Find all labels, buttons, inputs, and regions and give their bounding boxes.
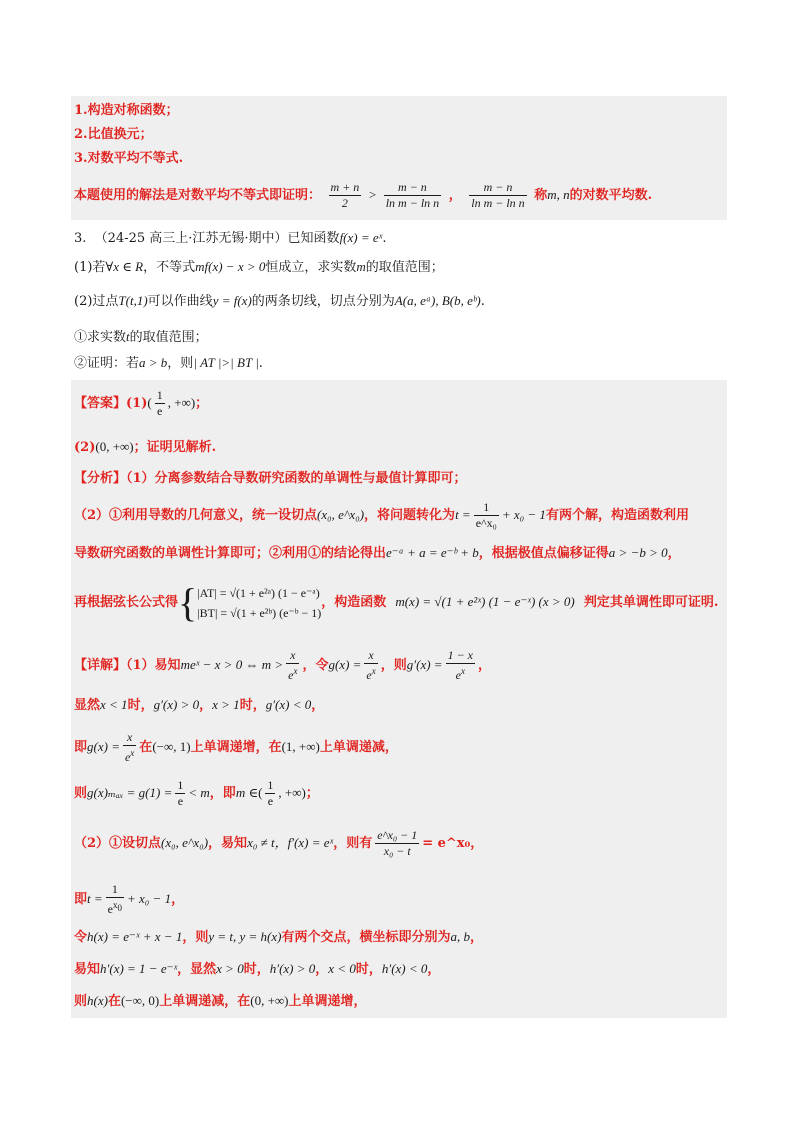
analysis-line-1: 【分析】（1）分离参数结合导数研究函数的单调性与最值计算即可； (74, 471, 467, 486)
analysis-line-2: （2）①利用导数的几何意义，统一设切点(x₀, e^x₀)，将问题转化为t = $\frac{1}{\text{e\textasciicircum{}x₀}}$ + x₀ − 1有两个解，构造函数利用 (74, 500, 689, 530)
method-item-3: 3.对数平均不等式. (74, 151, 184, 166)
problem-part-2: (2)过点T(t,1)可以作曲线y = f(x)的两条切线，切点分别为A(a, eᵃ), B(b, eᵇ). (74, 293, 485, 309)
answer-line-1: 【答案】(1)( $\frac{1}{e}$ , +∞)； (74, 388, 209, 418)
method-item-2: 2.比值换元； (74, 127, 153, 142)
detail-line-5: （2）①设切点(x₀, e^x₀)，易知x₀ ≠ t，f′(x) = eˣ，则有 $\frac{\text{e\textasciicircum{}x₀ − 1}}{\text{x₀ − t}}$ = e^x₀， (74, 828, 484, 858)
detail-line-6: 即t = $\frac{1}{e^{x0}}$ + x₀ − 1， (74, 882, 185, 916)
analysis-line-4: 再根据弦长公式得{ |AT| = √(1 + e²ᵃ) (1 − e⁻ᵃ) |BT| = √(1 + e²ᵇ) (e⁻ᵇ − 1) ，构造函数 m(x) = √(1 + e²ˣ) (1 − e⁻ˣ) (x > 0) 判定其单调性即可证明. (74, 579, 719, 625)
answer-line-2: (2)(0, +∞)；证明见解析. (74, 439, 217, 455)
method-item-1: 1.构造对称函数； (74, 103, 179, 118)
detail-line-7: 令h(x) = e⁻ˣ + x − 1，则y = t, y = h(x)有两个交点，横坐标即分别为a, b， (74, 929, 484, 945)
detail-line-9: 则h(x)在(−∞, 0)上单调递减，在(0, +∞)上单调递增， (74, 993, 367, 1009)
problem-part-1: (1)若∀x ∈ R，不等式mf(x) − x > 0恒成立，求实数m的取值范围； (74, 259, 444, 275)
detail-line-3: 即g(x) = $\frac{x}{e^x}$ 在(−∞, 1)上单调递增，在(1, +∞)上单调递减， (74, 730, 398, 764)
problem-statement: 3. （24-25 高三上·江苏无锡·期中）已知函数f(x) = eˣ. (74, 230, 387, 246)
detail-line-4: 则g(x)ₘₐₓ = g(1) = $\frac{1}{e}$ < m，即m ∈( $\frac{1}{e}$ , +∞)； (74, 778, 319, 808)
analysis-line-3: 导数研究函数的单调性计算即可；②利用①的结论得出e⁻ᵃ + a = e⁻ᵇ + b，根据极值点偏移证得a > −b > 0， (74, 545, 681, 561)
method-conclusion: 本题使用的解法是对数平均不等式即证明： $\frac{m + n}{2}$ > $\frac{m - n}{\text{ln m − ln n}}$ ， $\frac{m - n}{\text{ln m − ln n}}$ 称m, n的对数平均数. (74, 180, 653, 210)
problem-part-2-ii: ②证明：若a > b，则| AT |>| BT |. (74, 355, 263, 371)
detail-line-8: 易知h′(x) = 1 − e⁻ˣ，显然x > 0时，h′(x) > 0，x < 0时，h′(x) < 0， (74, 961, 441, 977)
detail-line-2: 显然x < 1时，g′(x) > 0，x > 1时，g′(x) < 0， (74, 697, 325, 713)
problem-part-2-i: ①求实数t的取值范围； (74, 329, 208, 345)
detail-line-1: 【详解】（1）易知meˣ − x > 0 ⇔ m > $\frac{x}{e^x}$ ，令g(x) = $\frac{x}{e^x}$ ，则g′(x) = $\frac{1 - x}{e^x}$ ， (74, 648, 492, 682)
